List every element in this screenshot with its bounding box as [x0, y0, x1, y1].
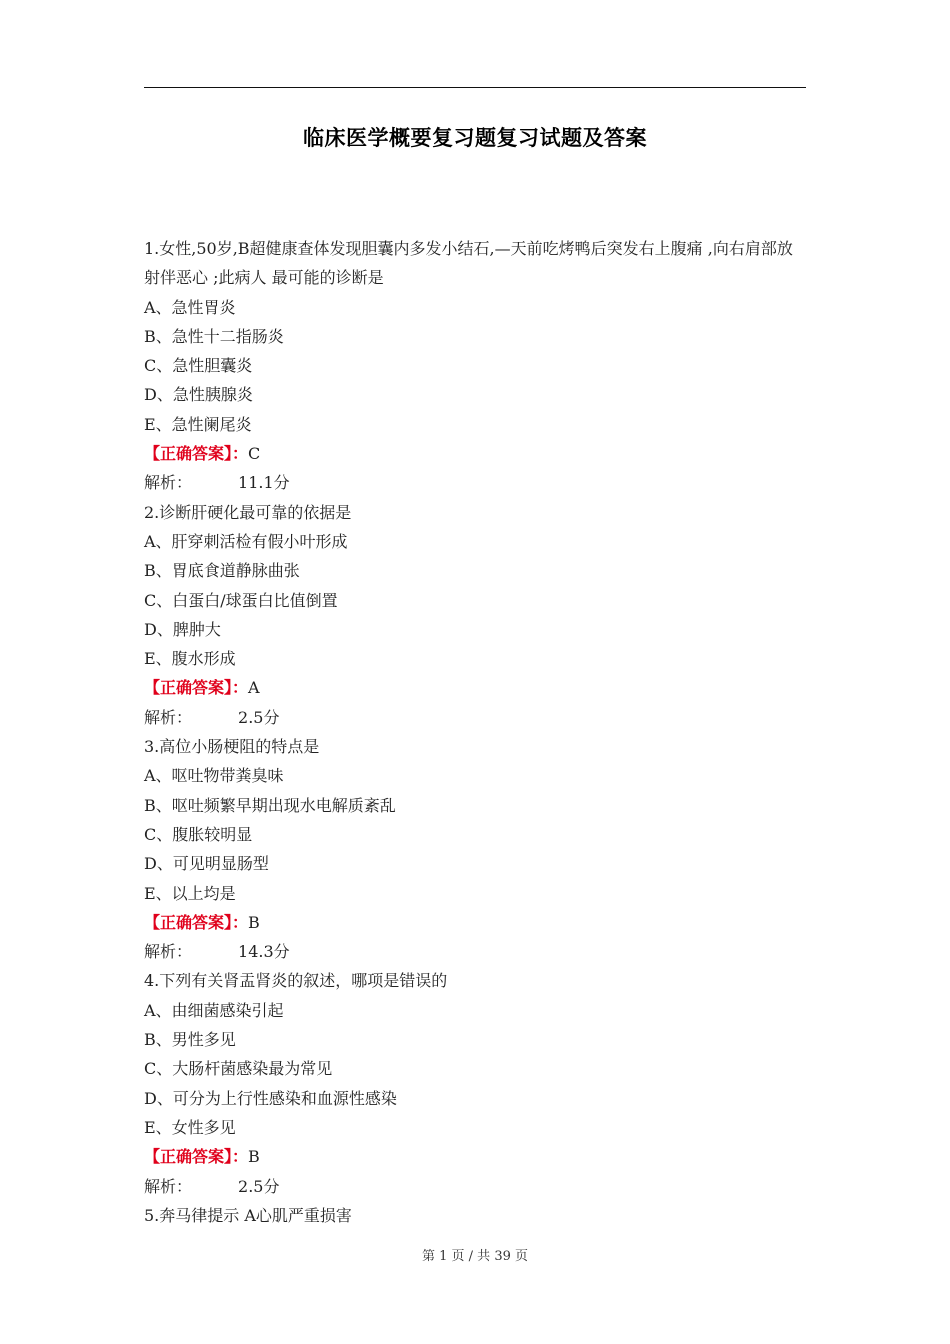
option-c: C、急性胆囊炎 [144, 356, 253, 376]
option-e: E、腹水形成 [144, 649, 236, 669]
analysis-label: 解析： [144, 1176, 193, 1196]
analysis [144, 703, 806, 732]
option-b: B、呕吐频繁早期出现水电解质紊乱 [144, 795, 396, 815]
document-title: 临床医学概要复习题复习试题及答案 [303, 126, 647, 150]
option-a: A、呕吐物带粪臭味 [144, 766, 284, 786]
answer-colon: ： [232, 444, 249, 464]
question-1 [144, 234, 806, 498]
option-a: A、由细菌感染引起 [144, 1000, 284, 1020]
answer-label: 【正确答案】 [144, 678, 233, 698]
score: 14.3分 [238, 942, 290, 962]
option-a: A、急性胃炎 [144, 297, 236, 317]
option-b: B、急性十二指肠炎 [144, 326, 284, 346]
score: 2.5分 [238, 707, 280, 727]
option-c: C、腹胀较明显 [144, 824, 253, 844]
question-2 [144, 498, 806, 732]
header-rule [144, 87, 806, 88]
question-stem: 2.诊断肝硬化最可靠的依据是 [144, 502, 352, 522]
option-c: C、白蛋白/球蛋白比值倒置 [144, 590, 338, 610]
analysis [144, 937, 806, 966]
analysis [144, 468, 806, 497]
option-d: D、可分为上行性感染和血源性感染 [144, 1088, 397, 1108]
page-footer: 第 1 页 / 共 39 页 [422, 1249, 528, 1264]
question-5-stem: 5.奔马律提示 A心肌严重损害 [144, 1205, 352, 1225]
analysis-label: 解析： [144, 473, 193, 493]
answer-colon: ： [232, 1147, 249, 1167]
correct-answer [144, 673, 806, 702]
analysis-label: 解析： [144, 707, 193, 727]
option-e: E、急性阑尾炎 [144, 414, 252, 434]
answer-label: 【正确答案】 [144, 1147, 233, 1167]
correct-answer [144, 439, 806, 468]
correct-answer [144, 1142, 806, 1171]
option-d: D、脾肿大 [144, 619, 221, 639]
option-b: B、胃底食道静脉曲张 [144, 561, 300, 581]
analysis-label: 解析： [144, 942, 193, 962]
answer-value: C [248, 444, 261, 464]
option-d: D、急性胰腺炎 [144, 385, 253, 405]
answer-colon: ： [232, 678, 249, 698]
option-a: A、肝穿刺活检有假小叶形成 [144, 531, 348, 551]
answer-value: B [248, 912, 260, 932]
option-e: E、女性多见 [144, 1117, 236, 1137]
answer-value: B [248, 1147, 260, 1167]
option-c: C、大肠杆菌感染最为常见 [144, 1059, 333, 1079]
score: 11.1分 [238, 473, 290, 493]
question-stem: 3.高位小肠梗阻的特点是 [144, 737, 320, 757]
score: 2.5分 [238, 1176, 280, 1196]
correct-answer [144, 908, 806, 937]
answer-colon: ： [232, 912, 249, 932]
question-stem: 1.女性,50岁,B超健康查体发现胆囊内多发小结石,—天前吃烤鸭后突发右上腹痛 ,向右肩部放射伴恶心 ;此病人 最可能的诊断是 [144, 239, 793, 288]
question-3 [144, 732, 806, 966]
analysis [144, 1172, 806, 1201]
question-list [144, 234, 806, 1230]
answer-label: 【正确答案】 [144, 912, 233, 932]
option-b: B、男性多见 [144, 1030, 236, 1050]
question-4 [144, 966, 806, 1200]
question-stem: 4.下列有关肾盂肾炎的叙述，哪项是错误的 [144, 971, 448, 991]
option-e: E、以上均是 [144, 883, 236, 903]
option-d: D、可见明显肠型 [144, 854, 269, 874]
answer-label: 【正确答案】 [144, 444, 233, 464]
answer-value: A [248, 678, 260, 698]
